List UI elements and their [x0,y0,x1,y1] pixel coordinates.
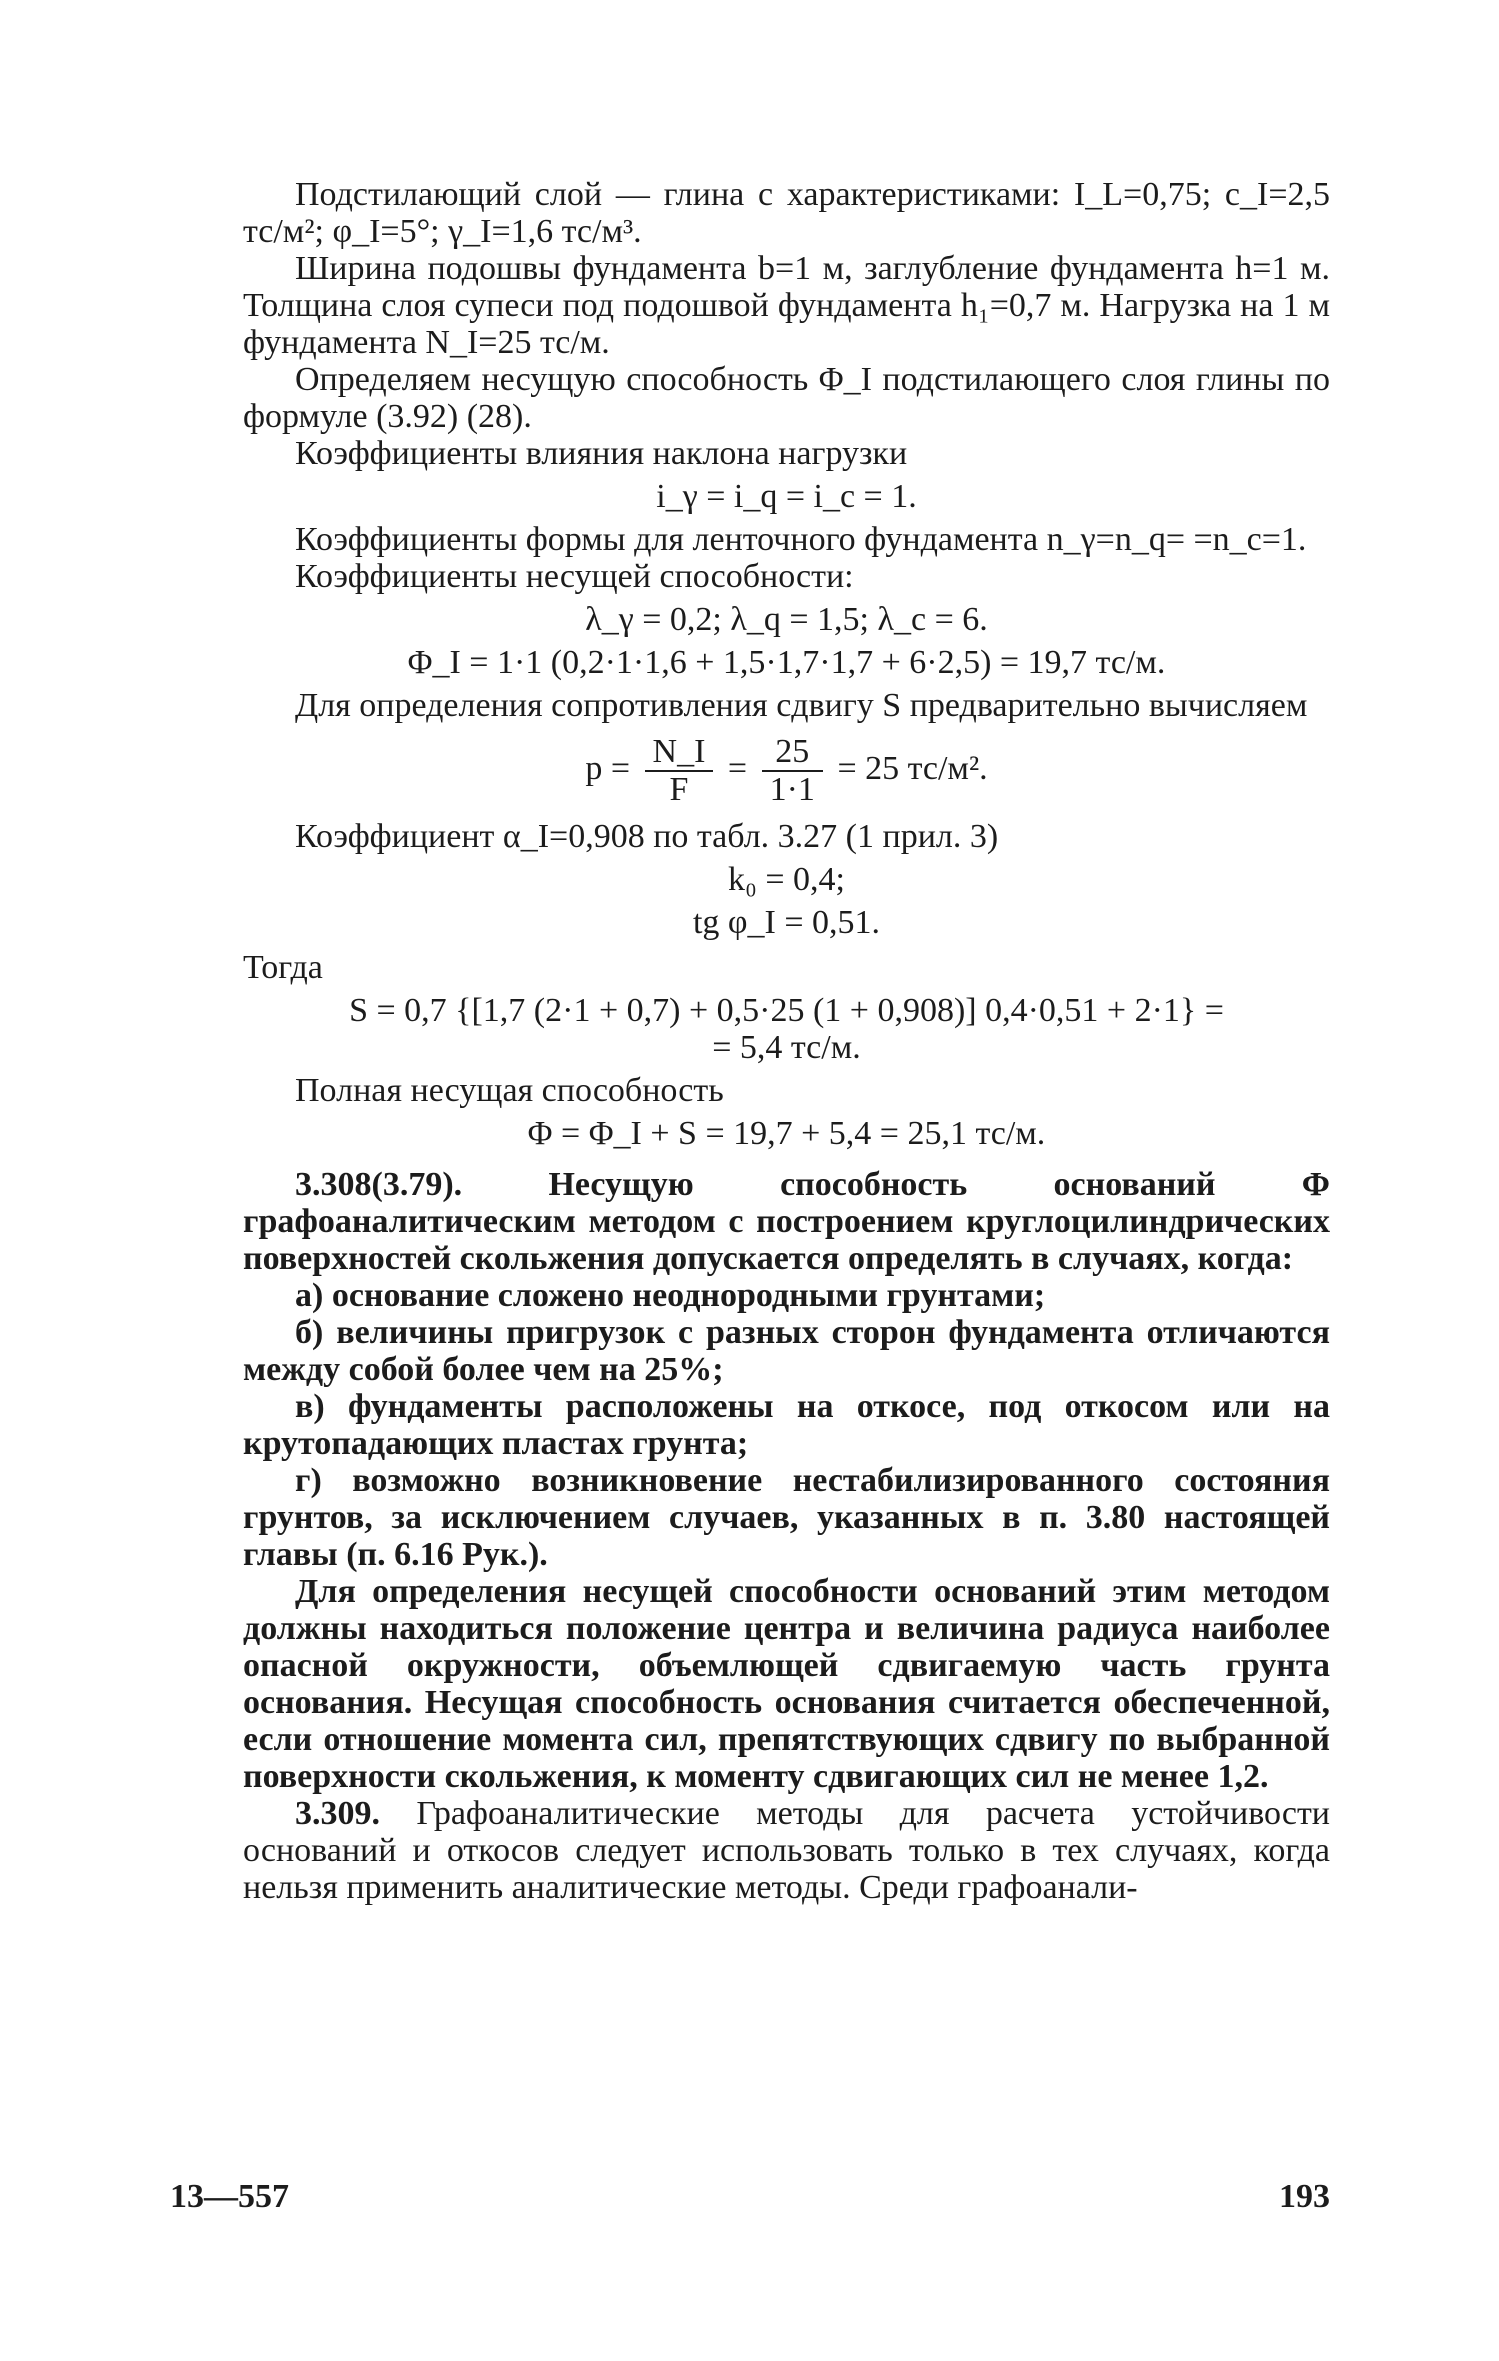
fraction-numerator: N_I [645,734,714,772]
paragraph-bearing-coefficients: Коэффициенты несущей способности: [295,558,854,595]
formula-s-line2: = 5,4 тс/м. [712,1029,861,1066]
formula-pressure-equals: = [727,749,748,787]
paragraph-then: Тогда [243,949,323,986]
paragraph-load-inclination: Коэффициенты влияния наклона нагрузки [295,435,908,472]
paragraph-method-requirements: Для определения несущей способности оснований этим методом должны находиться положение центра и величина радиуса наиболее опасной окружности, объемлющей сдвигаемую часть грунта основания. Несущая способность основания считается обеспеченной, если отношение момента сил, препятствующих сдвигу по выбранной поверхности скольжения, к моменту сдвигающих сил не менее 1,2. [243,1573,1330,1795]
fraction-25-over-1x1 [762,734,823,808]
section-number: 3.309. [295,1795,380,1832]
paragraph-shape-coefficients: Коэффициенты формы для ленточного фундамента n_γ=n_q= =n_c=1. [295,521,1307,558]
list-item: б) величины пригрузок с разных сторон фундамента отличаются между собой более чем на 25%; [243,1314,1330,1388]
formula-k0: k₀ = 0,4; [728,861,845,898]
list-item: г) возможно возникновение нестабилизированного состояния грунтов, за исключением случаев, указанных в п. 3.80 настоящей главы (п. 6.16 Рук.). [243,1462,1330,1573]
fraction-n-over-f [645,734,714,808]
fraction-denominator: F [669,771,689,808]
paragraph-alpha-coefficient: Коэффициент α_I=0,908 по табл. 3.27 (1 прил. 3) [295,818,999,855]
formula-pressure [243,734,1330,808]
formula-phi-total: Φ = Φ_I + S = 19,7 + 5,4 = 25,1 тс/м. [527,1115,1046,1152]
paragraph-determine-capacity: Определяем несущую способность Φ_I подстилающего слоя глины по формуле (3.92) (28). [243,361,1330,435]
fraction-denominator: 1·1 [769,771,815,808]
paragraph-full-capacity: Полная несущая способность [295,1072,724,1109]
page-number: 193 [1279,2178,1330,2215]
list-cases [243,1277,1330,1573]
section-3-309-text: Графоаналитические методы для расчета устойчивости оснований и откосов следует использовать только в тех случаях, когда нельзя применить аналитические методы. Среди графоанали- [243,1795,1331,1906]
list-item: а) основание сложено неоднородными грунтами; [295,1277,1046,1314]
formula-tg-phi: tg φ_I = 0,51. [692,904,881,941]
page-body [243,176,1330,1906]
paragraph-underlying-layer: Подстилающий слой — глина с характеристиками: I_L=0,75; c_I=2,5 тс/м²; φ_I=5°; γ_I=1,6 тс/м³. [243,176,1330,250]
formula-phi-i: Φ_I = 1·1 (0,2·1·1,6 + 1,5·1,7·1,7 + 6·2,5) = 19,7 тс/м. [407,644,1166,681]
paragraph-foundation-width: Ширина подошвы фундамента b=1 м, заглубление фундамента h=1 м. Толщина слоя супеси под подошвой фундамента h₁=0,7 м. Нагрузка на 1 м фундамента N_I=25 тс/м. [243,250,1330,361]
section-3-308: 3.308(3.79). Несущую способность оснований Φ графоаналитическим методом с построением круглоцилиндрических поверхностей скольжения допускается определять в случаях, когда: [243,1166,1330,1277]
list-item: в) фундаменты расположены на откосе, под откосом или на крутопадающих пластах грунта; [243,1388,1330,1462]
paragraph-shear-resistance: Для определения сопротивления сдвигу S предварительно вычисляем [295,687,1308,724]
signature-mark: 13—557 [170,2178,289,2215]
fraction-numerator: 25 [762,734,823,772]
formula-pressure-rhs: = 25 тс/м². [837,749,988,787]
section-3-309 [243,1795,1330,1906]
formula-lambda-values: λ_γ = 0,2; λ_q = 1,5; λ_c = 6. [585,601,988,638]
formula-pressure-lhs: p = [585,749,631,787]
formula-inclination-coefficients: i_γ = i_q = i_c = 1. [656,478,917,515]
formula-s-line1: S = 0,7 {[1,7 (2·1 + 0,7) + 0,5·25 (1 + 0,908)] 0,4·0,51 + 2·1} = [349,992,1224,1029]
